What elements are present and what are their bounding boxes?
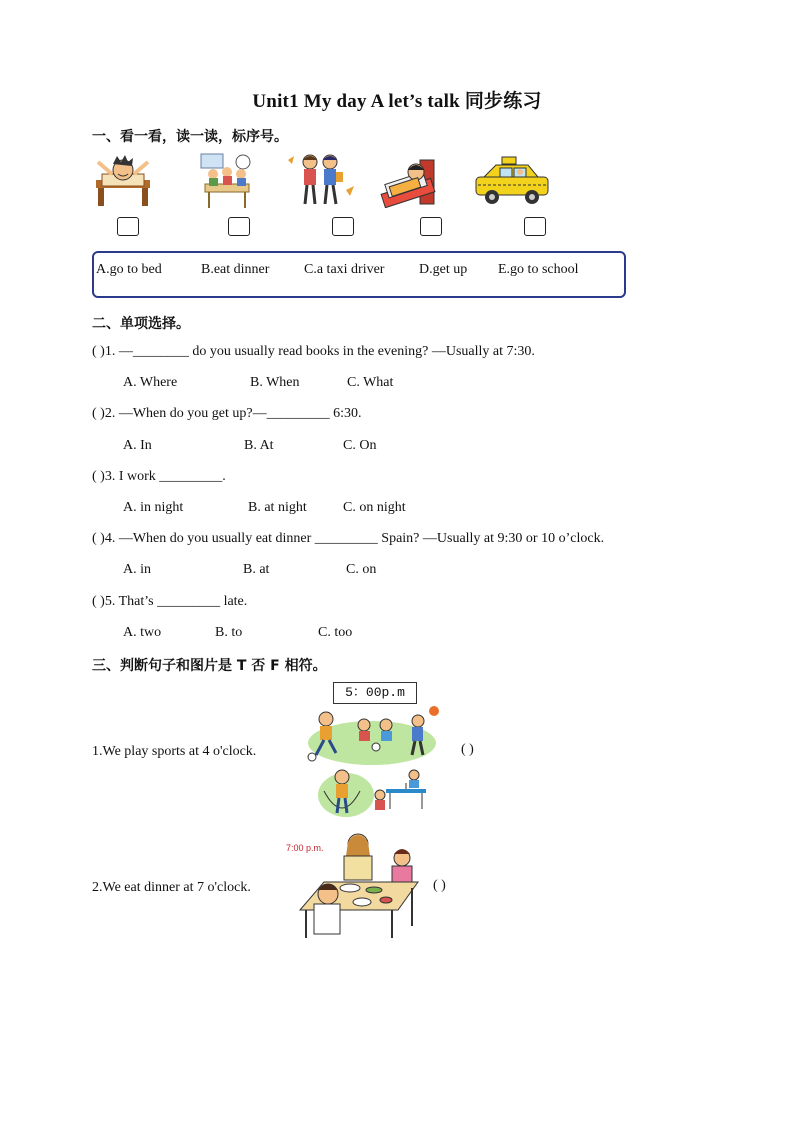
q5-choice-b[interactable]: B. to xyxy=(215,625,243,640)
question-2: ( )2. —When do you get up?—_________ 6:30. xyxy=(92,406,362,421)
question-3: ( )3. I work _________. xyxy=(92,469,226,484)
going-to-bed-picture xyxy=(380,156,438,208)
option-d: D.get up xyxy=(419,262,468,277)
section-2-heading: 二、单项选择。 xyxy=(92,316,190,332)
q1-choice-b[interactable]: B. When xyxy=(250,375,300,390)
answer-box-picture-5[interactable] xyxy=(524,217,546,236)
page-title: Unit1 My day A let’s talk 同步练习 xyxy=(252,91,542,112)
judge-item-1: 1.We play sports at 4 o'clock. xyxy=(92,744,257,759)
q2-choice-a[interactable]: A. In xyxy=(123,438,152,453)
judge-item-2: 2.We eat dinner at 7 o'clock. xyxy=(92,880,251,895)
judge-answer-2[interactable]: ( ) xyxy=(433,878,446,893)
answer-box-picture-2[interactable] xyxy=(228,217,250,236)
q4-choice-c[interactable]: C. on xyxy=(346,562,377,577)
q4-choice-a[interactable]: A. in xyxy=(123,562,151,577)
q2-choice-c[interactable]: C. On xyxy=(343,438,377,453)
q3-choice-a[interactable]: A. in night xyxy=(123,500,184,515)
question-5: ( )5. That’s _________ late. xyxy=(92,594,248,609)
section-3-heading: 三、判断句子和图片是 T 否 F 相符。 xyxy=(92,658,327,674)
taxi-driver-picture xyxy=(474,155,550,207)
option-a: A.go to bed xyxy=(96,262,162,277)
time-label-5pm: 5：00p.m xyxy=(333,682,417,704)
q5-choice-c[interactable]: C. too xyxy=(318,625,353,640)
time-label-7pm: 7:00 p.m. xyxy=(286,843,324,853)
option-b: B.eat dinner xyxy=(201,262,270,277)
sports-picture xyxy=(302,705,442,823)
q4-choice-b[interactable]: B. at xyxy=(243,562,270,577)
q1-choice-a[interactable]: A. Where xyxy=(123,375,178,390)
question-1: ( )1. —________ do you usually read books in the evening? —Usually at 7:30. xyxy=(92,344,535,359)
kids-going-to-school-picture xyxy=(284,150,356,208)
getting-up-picture xyxy=(92,152,154,208)
option-c: C.a taxi driver xyxy=(304,262,385,277)
answer-box-picture-3[interactable] xyxy=(332,217,354,236)
option-e: E.go to school xyxy=(498,262,579,277)
q1-choice-c[interactable]: C. What xyxy=(347,375,394,390)
q3-choice-b[interactable]: B. at night xyxy=(248,500,307,515)
dinner-picture xyxy=(292,830,422,940)
judge-answer-1[interactable]: ( ) xyxy=(461,742,474,757)
section-1-heading: 一、看一看，读一读，标序号。 xyxy=(92,129,288,145)
question-4: ( )4. —When do you usually eat dinner _________ Spain? —Usually at 9:30 or 10 o’clock. xyxy=(92,531,605,546)
family-dinner-picture xyxy=(199,152,255,210)
q2-choice-b[interactable]: B. At xyxy=(244,438,274,453)
answer-box-picture-4[interactable] xyxy=(420,217,442,236)
q5-choice-a[interactable]: A. two xyxy=(123,625,162,640)
q3-choice-c[interactable]: C. on night xyxy=(343,500,406,515)
answer-box-picture-1[interactable] xyxy=(117,217,139,236)
